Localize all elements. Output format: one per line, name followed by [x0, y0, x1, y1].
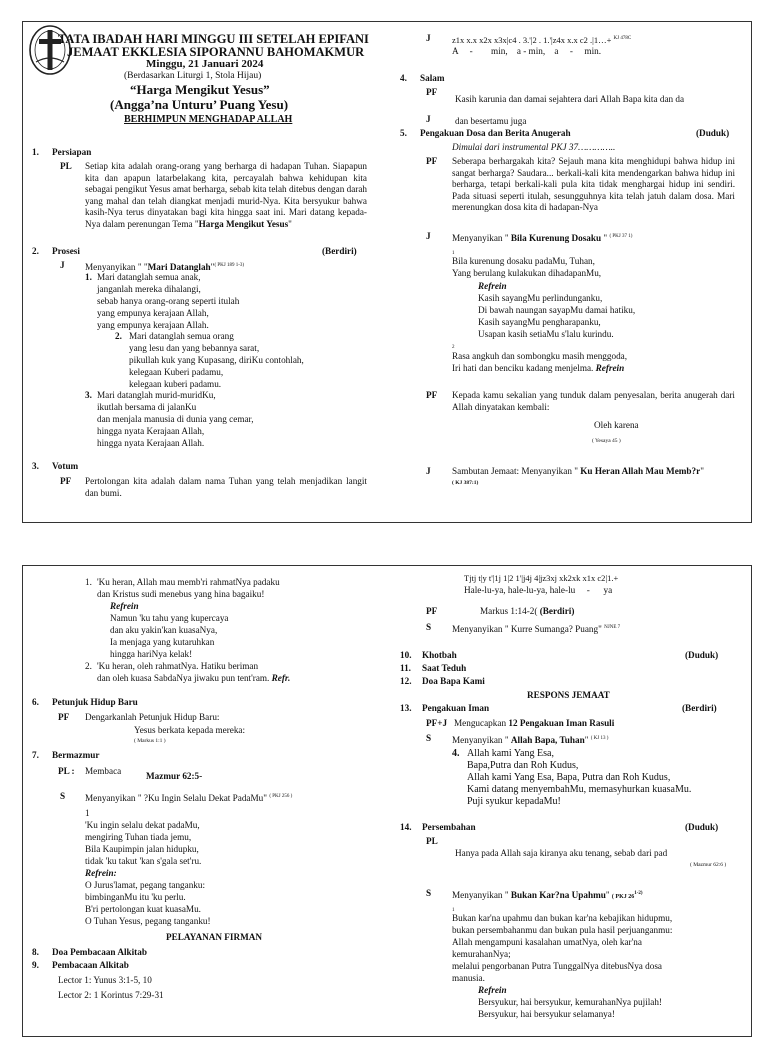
verse-line: mengiring Tuhan tiada jemu,: [85, 832, 192, 842]
verse-number: 2.: [115, 331, 122, 341]
verse-line: Yang berulang kulakukan dihadapanMu,: [452, 268, 602, 278]
posture-label: (Berdiri): [322, 246, 357, 256]
posture-label: (Duduk): [685, 650, 719, 660]
verse-number: 1.: [85, 577, 92, 587]
refrein-label: Refrein:: [85, 868, 117, 878]
section-heading: PELAYANAN FIRMAN: [166, 932, 263, 942]
role-label: J: [60, 260, 65, 270]
verse-line: tidak 'ku takut 'kan s'gala set'ru.: [85, 856, 202, 866]
item-doa-pembacaan: Doa Pembacaan Alkitab: [52, 947, 147, 957]
verse-line: Bukan kar'na upahmu dan bukan kar'na kebajikan hidupmu,: [452, 913, 673, 923]
petunjuk-text-2: Yesus berkata kepada mereka:: [134, 725, 246, 735]
item-prosesi: Prosesi: [52, 246, 80, 256]
header-theme: “Harga Mengikut Yesus”: [130, 82, 270, 97]
item-persembahan: Persembahan: [422, 822, 476, 832]
music-notation: z1x x.x x2x x3x|c4 . 3.'|2 . 1.'|z4x x.x c2 .|1…+ $^{KJ 478C}$: [452, 34, 632, 45]
verse-line: dan oleh kuasa SabdaNya jiwaku pun tent'ram. Refr.: [97, 673, 291, 683]
refrein-label: Refrein: [110, 601, 139, 611]
verse-line: ikutlah bersama di jalanKu: [97, 402, 197, 412]
role-label: PF: [426, 156, 438, 166]
verse-line: 'Ku heran, Allah mau memb'ri rahmatNya padaku: [97, 577, 280, 587]
item-votum: Votum: [52, 461, 79, 471]
refrein-line: hingga hariNya kelak!: [110, 649, 193, 659]
halleluya-song-line: Menyanyikan " Kurre Sumanga? Puang" $^{NJNE 7}$: [452, 624, 621, 635]
persiapan-text: Setiap kita adalah orang-orang yang berharga di hadapan Tuhan. Siapapun kita dan apapun latarbelakang kita, percayalah bahwa kehidupan kita sebagai pengikut Yesus amat berharga, sebab kita telah ditebus dengan darah yang mahal dan telah diangkat menjadi murid-Nya. Kita bersyukur bahwa kasih-Nya terus dinyatakan bagi kita hingga saat ini. Mari datang kepada-Nya dalam perenungan Tema "Harga Mengikut Yesus": [85, 161, 368, 229]
anugerah-continuation: Oleh karena: [594, 420, 639, 430]
refrein-label: Refrein: [478, 985, 507, 995]
role-label: PF: [426, 390, 438, 400]
refrein-line: Usapan kasih setiaMu s'lalu kurindu.: [478, 329, 614, 339]
verse-number: 2: [452, 345, 455, 350]
item-pengakuan-iman: Pengakuan Iman: [422, 703, 490, 713]
lector-2: Lector 2: 1 Korintus 7:29-31: [58, 990, 164, 1000]
item-number: 14.: [400, 822, 412, 832]
verse-number: 1: [452, 908, 455, 913]
item-number: 5.: [400, 128, 407, 138]
verse-line: Bapa,Putra dan Roh Kudus,: [467, 760, 579, 771]
refrein-line: Kasih sayangMu perlindunganku,: [478, 293, 603, 303]
verse-line: Allah mengampuni kasalahan umatNya, oleh kar'na: [452, 937, 642, 947]
verse-line: Bila kurenung dosaku padaMu, Tuhan,: [452, 256, 595, 266]
verse-line: yang empunya kerajaan Allah,: [97, 308, 209, 318]
verse-line: pikullah kuk yang Kupasang, diriKu contohlah,: [129, 355, 304, 365]
item-doa-bapa: Doa Bapa Kami: [422, 676, 485, 686]
verse-line: Allah kami Yang Esa,: [467, 748, 554, 759]
role-label: S: [426, 733, 432, 743]
anugerah-text: Kepada kamu sekalian yang tunduk dalam penyesalan, berita anugerah dari Allah dinyatakan kembali:: [452, 390, 735, 412]
music-notation: Tjtj t|y t'|1j 1|2 1'|j4j 4|jz3xj xk2xk x1x c2|1.+: [464, 573, 619, 583]
refrein-line: bimbinganMu itu 'ku perlu.: [85, 892, 186, 902]
scripture-ref: ( Mazmur 62:6 ): [690, 862, 727, 868]
section-heading: RESPONS JEMAAT: [527, 690, 610, 700]
verse-line: yang lesu dan yang bebannya sarat,: [129, 343, 260, 353]
verse-line: hingga nyata Kerajaan Allah.: [97, 438, 205, 448]
posture-label: (Duduk): [696, 128, 730, 138]
verse-line: 'Ku ingin selalu dekat padaMu,: [85, 820, 200, 830]
item-number: 11.: [400, 663, 411, 673]
posture-label: (Duduk): [685, 822, 719, 832]
salam-response: dan besertamu juga: [455, 116, 527, 126]
header-theme-local: (Angga’na Unturu’ Puang Yesu): [110, 97, 289, 112]
item-bermazmur: Bermazmur: [52, 750, 100, 760]
verse-line: melalui pengorbanan Putra TunggalNya ditebusNya dosa: [452, 961, 663, 971]
verse-line: bukan persembahanmu dan bukan pula hasil perjuanganmu:: [452, 925, 673, 935]
role-label: S: [60, 791, 66, 801]
verse-line: kemurahanNya;: [452, 949, 511, 959]
verse-number: 4.: [452, 748, 460, 759]
verse-line: hingga nyata Kerajaan Allah,: [97, 426, 205, 436]
salam-text: Kasih karunia dan damai sejahtera dari Allah Bapa kita dan da: [455, 94, 685, 104]
verse-line: Bila Kaupimpin jalan hidupku,: [85, 844, 199, 854]
item-petunjuk: Petunjuk Hidup Baru: [52, 697, 138, 707]
refrein-line: O Jurus'lamat, pegang tanganku:: [85, 880, 206, 890]
pengakuan-text: Seberapa berhargakah kita? Sejauh mana kita menghidupi bahwa hidup ini sangat berharga? Saudara... berkali-kali kita mendengarkan bahwa hidup ini berharga, tetapi berkali-kali pula kita tidak menghargai hidup ini sendiri. Pada situasi seperti itulah, sesungguhnya kita telah jatuh dalam dosa. Mari merenungkan dosa kita di hadapan-Nya: [452, 156, 735, 212]
scripture-ref: ( Yesaya 45 ): [592, 438, 621, 444]
refrein-line: Namun 'ku tahu yang kupercaya: [110, 613, 229, 623]
header-title-1: TATA IBADAH HARI MINGGU III SETELAH EPIFANI: [58, 32, 369, 46]
item-khotbah: Khotbah: [422, 650, 457, 660]
item-salam: Salam: [420, 73, 445, 83]
item-saat-teduh: Saat Teduh: [422, 663, 467, 673]
role-label: J: [426, 114, 431, 124]
verse-number: 1.: [85, 272, 92, 282]
verse-number: 2.: [85, 661, 92, 671]
role-label: S: [426, 622, 432, 632]
verse-line: janganlah mereka dihalangi,: [97, 284, 201, 294]
verse-line: dan Kristus sudi menebus yang hina bagaiku!: [97, 589, 265, 599]
role-label: PL :: [58, 766, 75, 776]
iman-song-line: Menyanyikan " Allah Bapa, Tuhan" $^{( KJ 13 )}$: [452, 735, 609, 746]
verse-line: Kami datang menyembahMu, memasyhurkan kuasaMu.: [467, 784, 692, 795]
persembahan-text: Hanya pada Allah saja kiranya aku tenang, sebab dari pad: [455, 848, 668, 858]
prosesi-song-line: Menyanyikan " "Mari Datanglah"$^{( PKJ 189 1-3)}$: [85, 262, 245, 273]
verse-line: kelegaan kuberi padamu.: [129, 379, 222, 389]
verse-number: 1: [452, 251, 455, 256]
item-number: 3.: [32, 461, 39, 471]
role-label: PF: [426, 606, 438, 616]
verse-line: Mari datanglah semua orang: [129, 331, 234, 341]
role-label: PF: [426, 87, 438, 97]
refrein-line: O Tuhan Yesus, pegang tanganku!: [85, 916, 211, 926]
verse-line: Iri hati dan benciku kadang menjelma. Refrein: [452, 363, 625, 373]
verse-number: 1: [85, 808, 90, 818]
item-pembacaan: Pembacaan Alkitab: [52, 960, 129, 970]
role-label: S: [426, 888, 432, 898]
verse-line: Puji syukur kepadaMu!: [467, 796, 561, 807]
verse-line: dan menjala manusia di dunia yang cemar,: [97, 414, 254, 424]
refrein-line: Bersyukur, hai bersyukur, kemurahanNya pujilah!: [478, 997, 662, 1007]
verse-line: Mari datanglah semua anak,: [97, 272, 201, 282]
verse-line: Rasa angkuh dan sombongku masih menggoda,: [452, 351, 628, 361]
header-date: Minggu, 21 Januari 2024: [146, 58, 264, 70]
bermazmur-song-line: Menyanyikan " ?Ku Ingin Selalu Dekat PadaMu" $^{( PKJ 256 )}$: [85, 793, 293, 804]
role-label: J: [426, 33, 431, 43]
sambutan-line: Sambutan Jemaat: Menyanyikan " Ku Heran Allah Mau Memb?r": [452, 466, 704, 476]
petunjuk-text: Dengarkanlah Petunjuk Hidup Baru:: [85, 712, 220, 722]
item-number: 8.: [32, 947, 39, 957]
verse-number: 3.: [85, 390, 92, 400]
verse-line: yang empunya kerajaan Allah.: [97, 320, 209, 330]
role-label: PL: [426, 836, 438, 846]
refrein-line: B'ri pertolongan kuat kuasaMu.: [85, 904, 201, 914]
role-label: PF: [58, 712, 70, 722]
amin-line: A - min, a - min, a - min.: [452, 46, 602, 56]
pengakuan-iman-text: Mengucapkan 12 Pengakuan Iman Rasuli: [454, 718, 615, 728]
role-label: PF: [60, 476, 72, 486]
item-persiapan: Persiapan: [52, 147, 92, 157]
gospel-reading: Markus 1:14-2( (Berdiri): [480, 606, 575, 616]
verse-line: manusia.: [452, 973, 485, 983]
section-heading: BERHIMPUN MENGHADAP ALLAH: [124, 114, 293, 125]
refrein-line: Ia menjaga yang kutaruhkan: [110, 637, 215, 647]
refrein-line: dan aku yakin'kan kuasaNya,: [110, 625, 218, 635]
item-number: 9.: [32, 960, 39, 970]
role-label: J: [426, 466, 431, 476]
pengakuan-song-line: Menyanyikan " Bila Kurenung Dosaku " $^{( PKJ 37 1)}$: [452, 233, 633, 244]
role-label: PF+J: [426, 718, 448, 728]
votum-text: Pertolongan kita adalah dalam nama Tuhan yang telah menjadikan langit dan bumi.: [85, 476, 367, 498]
verse-line: kelegaan Kuberi padamu,: [129, 367, 224, 377]
refrein-line: Kasih sayangMu pengharapanku,: [478, 317, 601, 327]
refrein-line: Di bawah naungan sayapMu damai hatiku,: [478, 305, 636, 315]
verse-line: sebab hanya orang-orang seperti itulah: [97, 296, 240, 306]
item-number: 12.: [400, 676, 412, 686]
header-title-2: JEMAAT EKKLESIA SIPORANNU BAHOMAKMUR: [67, 45, 365, 59]
scripture-ref: ( KJ 387:1): [452, 480, 479, 486]
item-number: 10.: [400, 650, 412, 660]
psalm-ref: Mazmur 62:5-: [146, 771, 203, 781]
item-number: 2.: [32, 246, 39, 256]
item-number: 13.: [400, 703, 412, 713]
lector-1: Lector 1: Yunus 3:1-5, 10: [58, 975, 152, 985]
refrein-label: Refrein: [478, 281, 507, 291]
posture-label: (Berdiri): [682, 703, 717, 713]
item-number: 6.: [32, 697, 39, 707]
persembahan-song-line: Menyanyikan " Bukan Kar?na Upahmu" ( PKJ 26$^{1-2)}$: [452, 890, 643, 901]
halleluya-line: Hale-lu-ya, hale-lu-ya, hale-lu - ya: [464, 585, 613, 595]
item-number: 1.: [32, 147, 39, 157]
bermazmur-text: Membaca: [85, 766, 122, 776]
item-number: 7.: [32, 750, 39, 760]
item-number: 4.: [400, 73, 407, 83]
verse-line: Mari datanglah murid-muridKu,: [97, 390, 216, 400]
verse-line: Allah kami Yang Esa, Bapa, Putra dan Roh Kudus,: [467, 772, 671, 783]
role-label: J: [426, 231, 431, 241]
item-pengakuan-dosa: Pengakuan Dosa dan Berita Anugerah: [420, 128, 571, 138]
header-liturgy: (Berdasarkan Liturgi 1, Stola Hijau): [124, 71, 262, 81]
instrumental-note: Dimulai dari instrumental PKJ 37…………..: [452, 142, 616, 152]
scripture-ref: ( Markus 1:1 ): [134, 738, 166, 744]
refrein-line: Bersyukur, hai bersyukur selamanya!: [478, 1009, 615, 1019]
verse-line: 'Ku heran, oleh rahmatNya. Hatiku beriman: [97, 661, 259, 671]
role-label: PL: [60, 161, 72, 171]
